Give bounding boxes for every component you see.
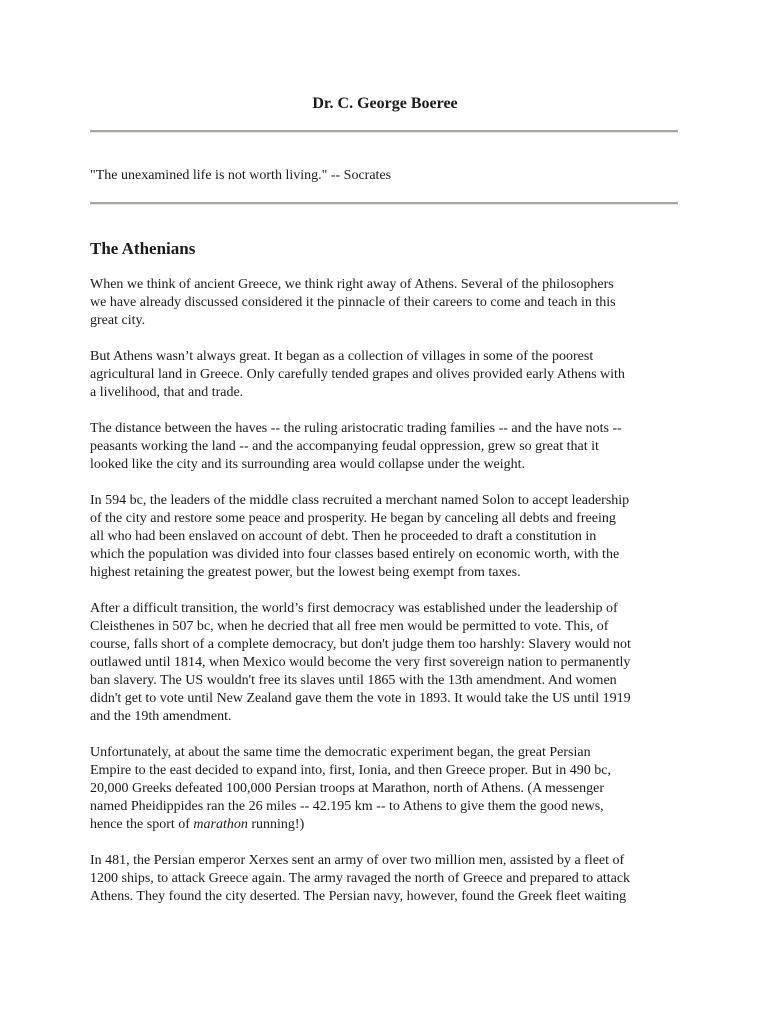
text-line: and the 19th amendment. (90, 709, 232, 724)
text-line: In 594 bc, the leaders of the middle class recruited a merchant named Solon to accept leadership (90, 493, 630, 508)
text-run: hence the sport of (90, 817, 194, 832)
text-run: running!) (247, 817, 305, 832)
text-line: Empire to the east decided to expand into, first, Ionia, and then Greece proper. But in 490 bc, (90, 763, 611, 778)
emphasized-word: marathon (193, 817, 248, 832)
text-line: named Pheidippides ran the 26 miles -- 42.195 km -- to Athens to give them the good news, (90, 799, 604, 814)
text-line: which the population was divided into four classes based entirely on economic worth, with the (90, 547, 620, 562)
text-line: outlawed until 1814, when Mexico would become the very first sovereign nation to permanently (90, 655, 631, 670)
text-line: peasants working the land -- and the accompanying feudal oppression, grew so great that it (90, 439, 599, 454)
text-line: When we think of ancient Greece, we think right away of Athens. Several of the philosophers (90, 277, 614, 292)
text-line: highest retaining the greatest power, but the lowest being exempt from taxes. (90, 565, 521, 580)
paragraph (90, 492, 680, 582)
text-line: In 481, the Persian emperor Xerxes sent an army of over two million men, assisted by a fleet of (90, 853, 625, 868)
author-name: Dr. C. George Boeree (312, 95, 458, 112)
paragraph (90, 420, 680, 474)
paragraph (90, 600, 680, 726)
body-text (90, 276, 680, 924)
text-line: course, falls short of a complete democracy, but don't judge them too harshly: Slavery would not (90, 637, 631, 652)
text-line: Unfortunately, at about the same time the democratic experiment began, the great Persian (90, 745, 591, 760)
text-line: Cleisthenes in 507 bc, when he decried that all free men would be permitted to vote. This, of (90, 619, 609, 634)
text-line: great city. (90, 313, 146, 328)
text-line: 1200 ships, to attack Greece again. The army ravaged the north of Greece and prepared to attack (90, 871, 631, 886)
paragraph (90, 852, 680, 906)
text-line: we have already discussed considered it the pinnacle of their careers to come and teach in this (90, 295, 616, 310)
paragraph (90, 276, 680, 330)
text-line: looked like the city and its surrounding area would collapse under the weight. (90, 457, 526, 472)
section-heading: The Athenians (90, 239, 196, 258)
text-line: didn't get to vote until New Zealand gave them the vote in 1893. It would take the US until 1919 (90, 691, 631, 706)
text-line: all who had been enslaved on account of debt. Then he proceeded to draft a constitution in (90, 529, 597, 544)
text-line: Athens. They found the city deserted. The Persian navy, however, found the Greek fleet waiting (90, 889, 627, 904)
epigraph-quote: "The unexamined life is not worth living." -- Socrates (90, 168, 392, 183)
text-line: agricultural land in Greece. Only carefully tended grapes and olives provided early Athens with (90, 367, 625, 382)
horizontal-rule (90, 130, 678, 133)
text-line: But Athens wasn’t always great. It began as a collection of villages in some of the poorest (90, 349, 594, 364)
horizontal-rule (90, 202, 678, 205)
paragraph (90, 348, 680, 402)
text-line: 20,000 Greeks defeated 100,000 Persian troops at Marathon, north of Athens. (A messenger (90, 781, 604, 796)
paragraph (90, 744, 680, 834)
text-line: After a difficult transition, the world’s first democracy was established under the leadership of (90, 601, 618, 616)
text-line: a livelihood, that and trade. (90, 385, 244, 400)
text-line (90, 816, 680, 834)
text-line: The distance between the haves -- the ruling aristocratic trading families -- and the have nots -- (90, 421, 622, 436)
text-line: of the city and restore some peace and prosperity. He began by canceling all debts and freeing (90, 511, 616, 526)
text-line: ban slavery. The US wouldn't free its slaves until 1865 with the 13th amendment. And women (90, 673, 617, 688)
